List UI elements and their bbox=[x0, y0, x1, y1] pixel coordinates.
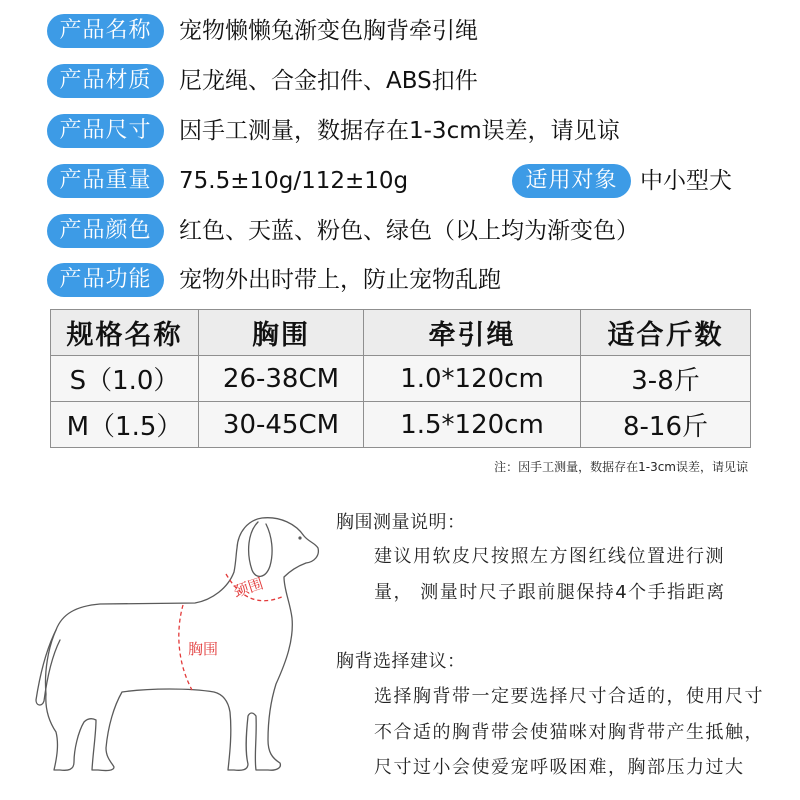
spec-value: 红色、天蓝、粉色、绿色（以上均为渐变色） bbox=[179, 218, 639, 244]
table-header-row bbox=[51, 310, 751, 356]
dog-body-outline bbox=[45, 518, 318, 771]
spec-label-pill: 产品功能 bbox=[47, 263, 164, 297]
cell-weight-range: 8-16斤 bbox=[581, 402, 751, 448]
neck-measure-label: 颈围 bbox=[231, 574, 266, 601]
target-label-pill: 适用对象 bbox=[512, 164, 631, 198]
cell-leash: 1.5*120cm bbox=[364, 402, 581, 448]
measure-guide-line: 建议用软皮尺按照左方图红线位置进行测 bbox=[374, 546, 725, 567]
table-row bbox=[51, 402, 751, 448]
spec-value: 75.5±10g/112±10g bbox=[179, 168, 409, 194]
cell-chest: 26-38CM bbox=[199, 356, 364, 402]
measure-guide-line: 量， 测量时尺子跟前腿保持4个手指距离 bbox=[374, 582, 726, 603]
header-spec-name: 规格名称 bbox=[51, 310, 199, 356]
selection-advice-line: 选择胸背带一定要选择尺寸合适的，使用尺寸 bbox=[374, 686, 764, 707]
target-value: 中小型犬 bbox=[640, 168, 732, 194]
spec-value: 宠物懒懒兔渐变色胸背牵引绳 bbox=[179, 18, 478, 44]
cell-chest: 30-45CM bbox=[199, 402, 364, 448]
spec-row-size bbox=[0, 114, 800, 148]
spec-label-pill: 产品名称 bbox=[47, 14, 164, 48]
spec-value: 尼龙绳、合金扣件、ABS扣件 bbox=[179, 68, 478, 94]
table-note: 注：因手工测量，数据存在1-3cm误差，请见谅 bbox=[494, 460, 748, 474]
selection-advice-line: 尺寸过小会使爱宠呼吸困难，胸部压力过大 bbox=[374, 757, 745, 778]
measure-guide-title: 胸围测量说明： bbox=[336, 512, 466, 533]
spec-value: 宠物外出时带上，防止宠物乱跑 bbox=[179, 267, 501, 293]
selection-advice-line: 不合适的胸背带会使猫咪对胸背带产生抵触， bbox=[374, 722, 764, 743]
spec-row-name bbox=[0, 14, 800, 48]
spec-label-pill: 产品尺寸 bbox=[47, 114, 164, 148]
spec-label-pill: 产品重量 bbox=[47, 164, 164, 198]
cell-leash: 1.0*120cm bbox=[364, 356, 581, 402]
cell-spec-name: M（1.5） bbox=[51, 402, 199, 448]
dog-tail-outline bbox=[36, 630, 60, 705]
spec-row-material bbox=[0, 64, 800, 98]
dog-diagram bbox=[0, 500, 330, 800]
size-table bbox=[50, 309, 751, 448]
cell-weight-range: 3-8斤 bbox=[581, 356, 751, 402]
spec-row-weight bbox=[0, 164, 800, 198]
cell-spec-name: S（1.0） bbox=[51, 356, 199, 402]
spec-label-pill: 产品材质 bbox=[47, 64, 164, 98]
spec-row-function bbox=[0, 263, 800, 297]
table-row bbox=[51, 356, 751, 402]
dog-eye bbox=[298, 536, 301, 539]
spec-label-pill: 产品颜色 bbox=[47, 214, 164, 248]
header-chest: 胸围 bbox=[199, 310, 364, 356]
header-weight-range: 适合斤数 bbox=[581, 310, 751, 356]
selection-advice-title: 胸背选择建议： bbox=[336, 651, 466, 672]
dog-outline-icon bbox=[36, 518, 318, 771]
header-leash: 牵引绳 bbox=[364, 310, 581, 356]
spec-row-color bbox=[0, 214, 800, 248]
dog-ear-outline bbox=[249, 522, 272, 576]
spec-value: 因手工测量，数据存在1-3cm误差，请见谅 bbox=[179, 118, 620, 144]
chest-measure-label: 胸围 bbox=[188, 640, 219, 658]
